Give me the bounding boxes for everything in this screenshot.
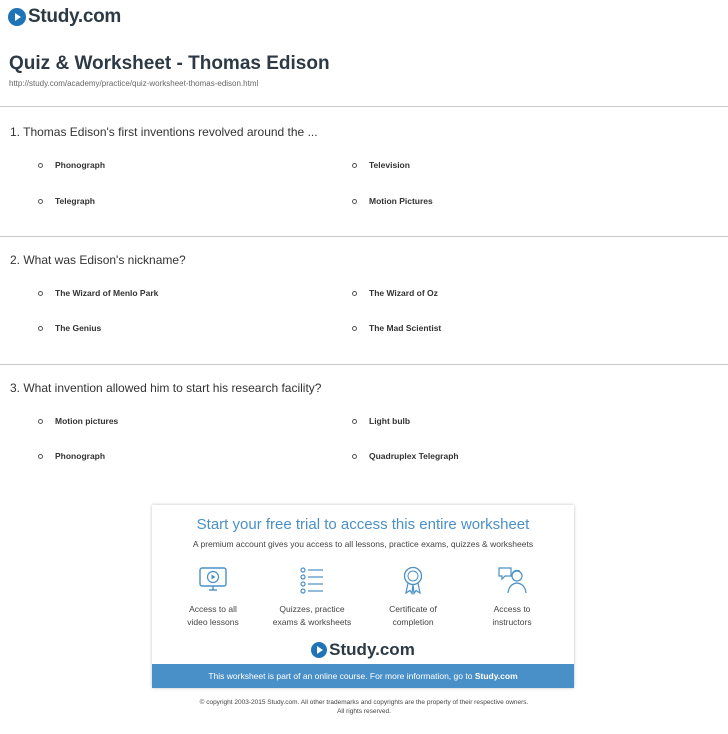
study-link[interactable]: Study.com	[474, 671, 518, 681]
certificate-icon	[397, 565, 429, 595]
feature-quizzes	[267, 565, 357, 629]
question-3: 3. What invention allowed him to start his research facility?	[10, 381, 322, 395]
page-title: Quiz & Worksheet - Thomas Edison	[9, 53, 330, 74]
question-2: 2. What was Edison's nickname?	[10, 253, 186, 267]
answer-option[interactable]	[38, 160, 105, 170]
answer-label: Motion pictures	[55, 416, 119, 426]
feature-label-line2: instructors	[492, 617, 532, 627]
answer-option[interactable]	[352, 416, 410, 426]
answer-option[interactable]	[38, 416, 118, 426]
radio-icon[interactable]	[352, 291, 357, 296]
divider	[0, 236, 728, 237]
feature-certificate	[368, 565, 458, 629]
answer-label: The Mad Scientist	[369, 323, 442, 333]
feature-label-line2: completion	[392, 617, 434, 627]
feature-label-line1: Access to all	[189, 604, 237, 614]
divider	[0, 364, 728, 365]
instructor-icon	[496, 565, 528, 595]
course-info-text: This worksheet is part of an online course. For more information, go to	[208, 671, 475, 681]
answer-label: Motion Pictures	[369, 196, 433, 206]
answer-option[interactable]	[352, 288, 438, 298]
play-logo-icon	[311, 642, 327, 658]
answer-option[interactable]	[38, 288, 158, 298]
feature-label-line2: exams & worksheets	[272, 617, 352, 627]
answer-option[interactable]	[38, 196, 95, 206]
radio-icon[interactable]	[38, 163, 43, 168]
answer-label: The Wizard of Oz	[369, 288, 438, 298]
copyright-line1: © copyright 2003-2015 Study.com. All other trademarks and copyrights are the property of their respective owners.	[199, 699, 529, 706]
radio-icon[interactable]	[38, 291, 43, 296]
feature-label-line2: video lessons	[187, 617, 239, 627]
answer-option[interactable]	[38, 451, 105, 461]
copyright-footer	[0, 698, 728, 716]
divider	[0, 106, 728, 107]
radio-icon[interactable]	[38, 419, 43, 424]
answer-label: Phonograph	[55, 451, 106, 461]
radio-icon[interactable]	[38, 326, 43, 331]
question-1: 1. Thomas Edison's first inventions revolved around the ...	[10, 125, 318, 139]
course-info-bar	[152, 664, 574, 688]
answer-label: Light bulb	[369, 416, 411, 426]
radio-icon[interactable]	[352, 163, 357, 168]
video-lesson-icon	[197, 565, 229, 595]
radio-icon[interactable]	[352, 419, 357, 424]
page-url: http://study.com/academy/practice/quiz-worksheet-thomas-edison.html	[9, 79, 259, 88]
radio-icon[interactable]	[352, 454, 357, 459]
answer-label: The Wizard of Menlo Park	[55, 288, 159, 298]
promo-brand-logo[interactable]	[152, 640, 574, 660]
answer-label: The Genius	[55, 323, 102, 333]
radio-icon[interactable]	[38, 199, 43, 204]
feature-video-lessons	[168, 565, 258, 629]
promo-heading[interactable]: Start your free trial to access this entire worksheet	[196, 516, 530, 533]
answer-option[interactable]	[352, 323, 441, 333]
quiz-list-icon	[296, 565, 328, 595]
radio-icon[interactable]	[352, 326, 357, 331]
answer-label: Quadruplex Telegraph	[369, 451, 459, 461]
free-trial-promo	[152, 505, 574, 688]
radio-icon[interactable]	[38, 454, 43, 459]
answer-label: Telegraph	[55, 196, 95, 206]
feature-label-line1: Certificate of	[389, 604, 437, 614]
radio-icon[interactable]	[352, 199, 357, 204]
answer-option[interactable]	[352, 160, 410, 170]
play-logo-icon	[8, 8, 26, 26]
copyright-line2: All rights reserved.	[337, 708, 391, 715]
feature-instructors	[467, 565, 557, 629]
feature-label-line1: Access to	[493, 604, 531, 614]
answer-option[interactable]	[38, 323, 101, 333]
answer-option[interactable]	[352, 196, 433, 206]
study-logo[interactable]	[8, 6, 121, 28]
answer-option[interactable]	[352, 451, 459, 461]
logo-text: Study.com	[28, 6, 122, 27]
promo-subheading: A premium account gives you access to all lessons, practice exams, quizzes & worksheets	[192, 539, 534, 549]
promo-brand-text: Study.com	[329, 640, 415, 659]
feature-label-line1: Quizzes, practice	[279, 604, 345, 614]
answer-label: Television	[369, 160, 410, 170]
answer-label: Phonograph	[55, 160, 106, 170]
